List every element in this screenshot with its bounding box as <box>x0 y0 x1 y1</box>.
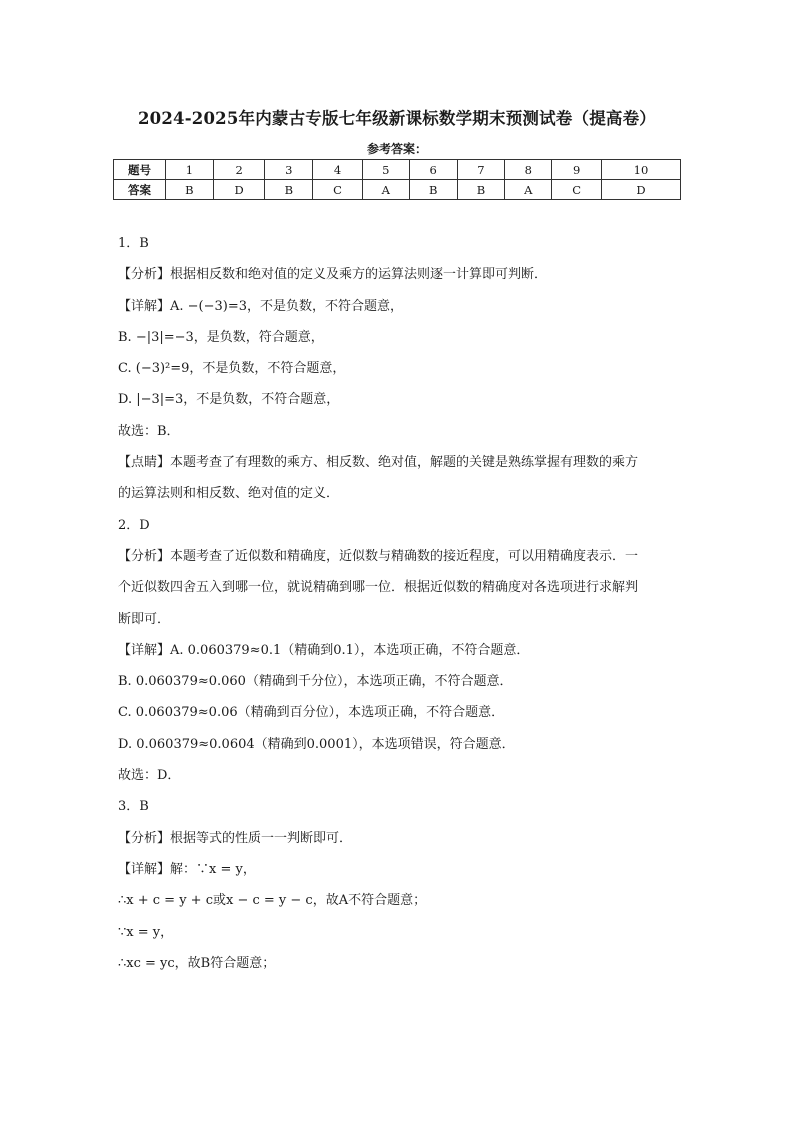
answer-key-heading: 参考答案： <box>366 142 427 156</box>
analysis-line: 【分析】本题考查了近似数和精确度，近似数与精确数的接近程度，可以用精确度表示．一 <box>118 548 639 564</box>
answer-cell: B <box>265 180 313 200</box>
answer-cell: C <box>313 180 363 200</box>
answer-row <box>114 180 681 200</box>
detail-line: ∵x = y， <box>118 924 174 940</box>
question-number-row <box>114 160 681 180</box>
question-number: 1 <box>166 160 214 180</box>
document-title: 2024-2025年内蒙古专版七年级新课标数学期末预测试卷（提高卷） <box>138 109 656 128</box>
answer-cell: B <box>166 180 214 200</box>
comment-line: 【点睛】本题考查了有理数的乘方、相反数、绝对值，解题的关键是熟练掌握有理数的乘方 <box>118 455 639 471</box>
answer-cell: A <box>362 180 409 200</box>
answer-table <box>113 159 681 200</box>
question-number: 6 <box>409 160 457 180</box>
question-number: 4 <box>313 160 363 180</box>
question-heading: 2．D <box>118 517 150 533</box>
answer-cell: D <box>213 180 265 200</box>
detail-line: ∴x + c = y + c或x − c = y − c，故A不符合题意； <box>118 893 427 909</box>
analysis-line: 【分析】根据相反数和绝对值的定义及乘方的运算法则逐一计算即可判断． <box>118 267 548 283</box>
analysis-line: 【分析】根据等式的性质一一判断即可． <box>118 830 353 846</box>
analysis-line: 断即可． <box>118 611 171 627</box>
analysis-line: 个近似数四舍五入到哪一位，就说精确到哪一位．根据近似数的精确度对各选项进行求解判 <box>118 580 639 596</box>
answer-cell: A <box>505 180 552 200</box>
question-number: 2 <box>213 160 265 180</box>
detail-line: D. 0.060379≈0.0604（精确到0.0001），本选项错误，符合题意． <box>118 736 515 752</box>
detail-line: ∴xc = yc，故B符合题意； <box>118 955 276 971</box>
question-number: 10 <box>601 160 680 180</box>
detail-line: C. 0.060379≈0.06（精确到百分位），本选项正确，不符合题意． <box>118 705 505 721</box>
detail-line: 【详解】解：∵x = y， <box>118 861 256 877</box>
question-number: 3 <box>265 160 313 180</box>
detail-line: B. 0.060379≈0.060（精确到千分位），本选项正确，不符合题意． <box>118 674 513 690</box>
question-number: 8 <box>505 160 552 180</box>
choice-line: 故选：B． <box>118 423 180 439</box>
detail-line: 【详解】A. 0.060379≈0.1（精确到0.1），本选项正确，不符合题意． <box>118 642 530 658</box>
answer-cell: D <box>601 180 680 200</box>
question-heading: 3．B <box>118 799 149 815</box>
comment-line: 的运算法则和相反数、绝对值的定义． <box>118 486 340 502</box>
answer-cell: B <box>409 180 457 200</box>
question-number: 9 <box>552 160 602 180</box>
choice-line: 故选：D． <box>118 768 181 784</box>
question-number: 7 <box>457 160 505 180</box>
answer-row-label: 答案 <box>114 180 166 200</box>
question-row-label: 题号 <box>114 160 166 180</box>
detail-line: D. |−3|=3，不是负数，不符合题意， <box>118 392 340 408</box>
detail-line: 【详解】A. −(−3)=3，不是负数，不符合题意， <box>118 298 404 314</box>
question-number: 5 <box>362 160 409 180</box>
question-heading: 1．B <box>118 236 149 251</box>
answer-cell: C <box>552 180 602 200</box>
solutions-body <box>118 228 684 979</box>
answer-cell: B <box>457 180 505 200</box>
detail-line: B. −|3|=−3，是负数，符合题意， <box>118 329 324 345</box>
detail-line: C. (−3)²=9，不是负数，不符合题意， <box>118 361 346 377</box>
